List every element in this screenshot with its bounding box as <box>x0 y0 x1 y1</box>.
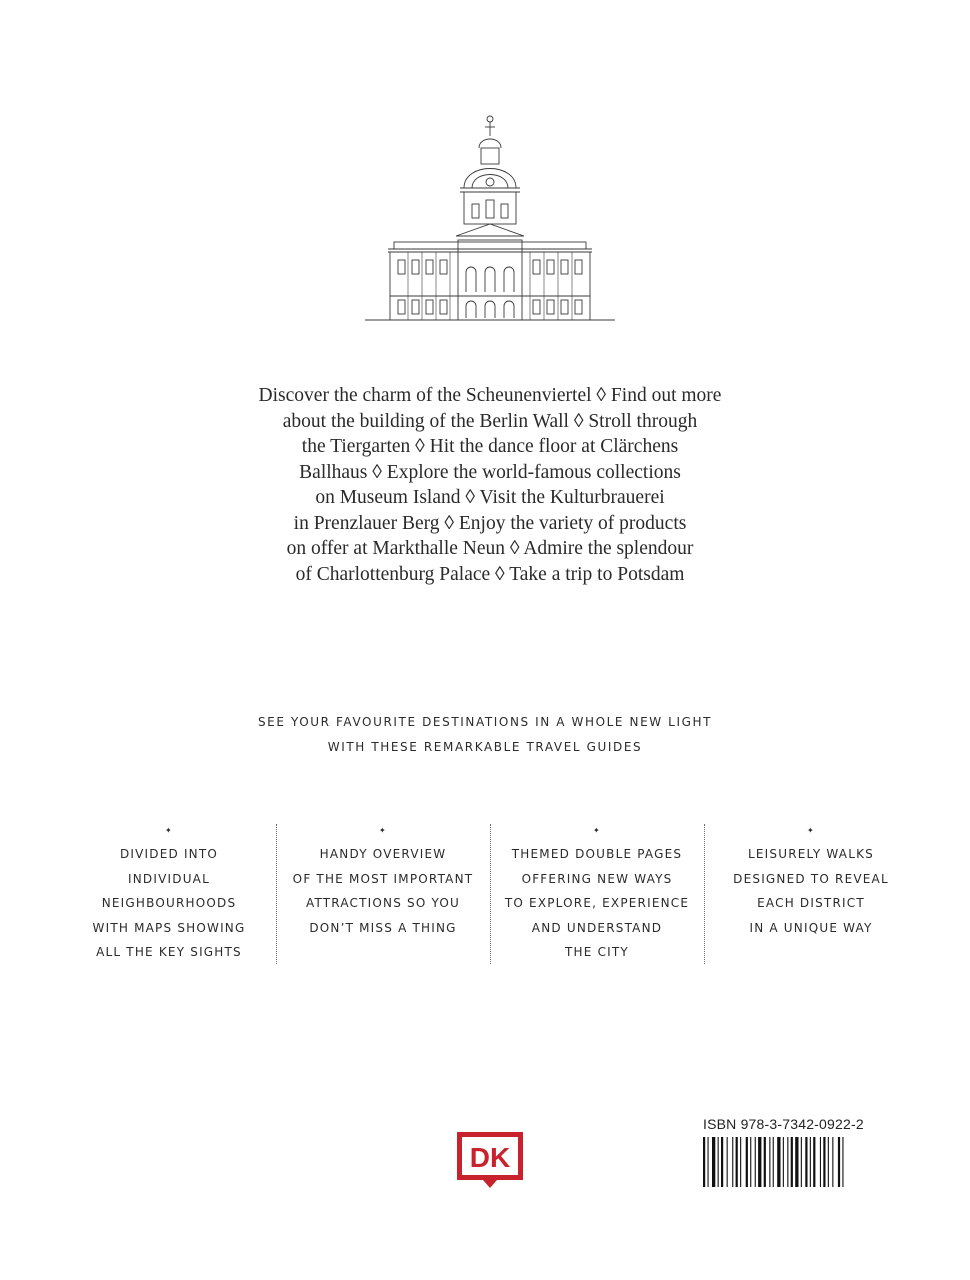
barcode-bar <box>787 1137 788 1187</box>
feature-line: THEMED DOUBLE PAGES <box>511 847 683 861</box>
feature-line: NEIGHBOURHOODS <box>101 896 237 911</box>
barcode-bar <box>736 1137 738 1187</box>
feature-line: AND UNDERSTAND <box>531 920 663 935</box>
barcode-bar <box>823 1137 825 1187</box>
feature-line: THE CITY <box>565 945 629 960</box>
barcode-bar <box>820 1137 821 1187</box>
barcode-bar <box>758 1137 761 1187</box>
barcode-bar <box>732 1137 733 1187</box>
feature-line: WITH MAPS SHOWING <box>92 920 246 935</box>
feature-column <box>490 820 704 965</box>
barcode-bar <box>750 1137 751 1187</box>
dk-logo <box>455 1130 525 1192</box>
blurb-line: on offer at Markthalle Neun ◊ Admire the splendour <box>286 538 694 559</box>
blurb-line: Discover the charm of the Scheunenviertel ◊ Find out more <box>258 385 722 406</box>
feature-column <box>62 820 276 965</box>
star-icon: ✦ <box>379 826 387 835</box>
barcode-bar <box>755 1137 756 1187</box>
tagline-line: SEE YOUR FAVOURITE DESTINATIONS IN A WHOLE NEW LIGHT <box>257 715 713 729</box>
feature-line: DON’T MISS A THING <box>309 920 457 935</box>
barcode-bar <box>708 1137 709 1187</box>
barcode-bar <box>712 1137 715 1187</box>
feature-line: HANDY OVERVIEW <box>319 847 447 861</box>
barcode-bar <box>783 1137 784 1187</box>
feature-line: OF THE MOST IMPORTANT <box>292 871 474 886</box>
barcode-bar <box>838 1137 840 1187</box>
feature-column <box>276 820 490 965</box>
feature-line: EACH DISTRICT <box>757 896 865 911</box>
feature-line: LEISURELY WALKS <box>748 847 874 861</box>
feature-line: ATTRACTIONS SO YOU <box>305 896 461 911</box>
barcode-bar <box>810 1137 811 1187</box>
feature-columns <box>62 820 918 970</box>
barcode-bar <box>805 1137 807 1187</box>
blurb-line: in Prenzlauer Berg ◊ Enjoy the variety of products <box>293 512 687 534</box>
feature-line: IN A UNIQUE WAY <box>749 920 873 935</box>
feature-line: TO EXPLORE, EXPERIENCE <box>504 896 690 911</box>
barcode-bar <box>791 1137 793 1187</box>
star-icon: ✦ <box>593 826 601 835</box>
blurb-line: on Museum Island ◊ Visit the Kulturbrauerei <box>315 487 665 508</box>
feature-line: INDIVIDUAL <box>128 871 210 886</box>
isbn-text: ISBN 978-3-7342-0922-2 <box>703 1116 864 1132</box>
barcode <box>703 1137 858 1187</box>
barcode-bar <box>727 1137 728 1187</box>
star-icon: ✦ <box>807 826 815 835</box>
barcode-bar <box>740 1137 741 1187</box>
barcode-bar <box>842 1137 843 1187</box>
barcode-bar <box>813 1137 815 1187</box>
barcode-bar <box>721 1137 723 1187</box>
blurb-line: about the building of the Berlin Wall ◊ Stroll through <box>282 410 698 432</box>
barcode-bar <box>795 1137 798 1187</box>
dk-logo-text: DK <box>469 1142 511 1173</box>
feature-line: DESIGNED TO REVEAL <box>733 871 889 886</box>
blurb-line: Ballhaus ◊ Explore the world-famous collections <box>299 461 681 483</box>
barcode-bar <box>764 1137 766 1187</box>
barcode-bar <box>801 1137 802 1187</box>
barcode-bar <box>746 1137 748 1187</box>
charlottenburg-palace-icon <box>360 100 620 330</box>
feature-line: DIVIDED INTO <box>119 847 219 861</box>
barcode-bar <box>769 1137 770 1187</box>
feature-line: ALL THE KEY SIGHTS <box>96 945 242 960</box>
barcode-bar <box>832 1137 833 1187</box>
barcode-bar <box>828 1137 829 1187</box>
tagline-line: WITH THESE REMARKABLE TRAVEL GUIDES <box>327 739 643 754</box>
tagline <box>135 710 835 759</box>
blurb-line: of Charlottenburg Palace ◊ Take a trip to Potsdam <box>295 563 685 585</box>
barcode-bar <box>718 1137 719 1187</box>
description-blurb <box>185 383 795 587</box>
blurb-line: the Tiergarten ◊ Hit the dance floor at Clärchens <box>301 436 679 457</box>
feature-line: OFFERING NEW WAYS <box>521 871 673 886</box>
feature-column <box>704 820 918 965</box>
star-icon: ✦ <box>165 826 173 835</box>
barcode-bar <box>777 1137 780 1187</box>
barcode-bar <box>703 1137 705 1187</box>
barcode-bar <box>773 1137 774 1187</box>
